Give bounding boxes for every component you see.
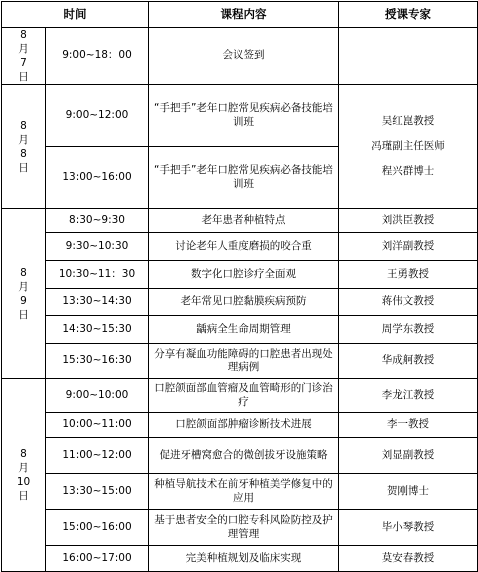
header-expert: 授课专家 <box>339 2 478 28</box>
expert-cell <box>339 28 478 85</box>
expert-cell: 李龙江教授 <box>339 379 478 413</box>
table-row <box>2 546 478 572</box>
content-cell: “手把手”老年口腔常见疾病必备技能培训班 <box>149 85 339 147</box>
expert-cell: 毕小琴教授 <box>339 510 478 546</box>
table-row <box>2 379 478 413</box>
expert-cell: 王勇教授 <box>339 261 478 289</box>
table-row <box>2 85 478 147</box>
time-cell: 10:00~11:00 <box>46 413 149 438</box>
expert-name: 冯瑾副主任医师 <box>371 139 445 152</box>
time-cell: 9:30~10:30 <box>46 233 149 261</box>
header-row <box>2 2 478 28</box>
date-cell: 8 月 9 日 <box>2 209 46 379</box>
expert-cell: 李一教授 <box>339 413 478 438</box>
schedule-table <box>1 1 478 572</box>
expert-name: 程兴群博士 <box>381 165 435 178</box>
content-cell: 老年患者种植特点 <box>149 209 339 233</box>
time-cell: 13:30~15:00 <box>46 474 149 510</box>
date-cell: 8 月 8 日 <box>2 85 46 209</box>
time-cell: 13:00~16:00 <box>46 147 149 209</box>
expert-cell: 周学东教授 <box>339 316 478 344</box>
content-cell: 数字化口腔诊疗全面观 <box>149 261 339 289</box>
content-cell: “手把手”老年口腔常见疾病必备技能培训班 <box>149 147 339 209</box>
table-row <box>2 474 478 510</box>
content-cell: 口腔颌面部肿瘤诊断技术进展 <box>149 413 339 438</box>
time-cell: 9:00~18：00 <box>46 28 149 85</box>
expert-cell <box>339 85 478 209</box>
time-cell: 15:00~16:00 <box>46 510 149 546</box>
content-cell: 种植导航技术在前牙种植美学修复中的应用 <box>149 474 339 510</box>
table-row <box>2 510 478 546</box>
table-row <box>2 28 478 85</box>
content-cell: 促进牙槽窝愈合的微创拔牙设施策略 <box>149 438 339 474</box>
expert-cell: 莫安春教授 <box>339 546 478 572</box>
table-row <box>2 233 478 261</box>
expert-cell: 华成舸教授 <box>339 344 478 379</box>
time-cell: 9:00~12:00 <box>46 85 149 147</box>
expert-cell: 刘洪臣教授 <box>339 209 478 233</box>
table-row <box>2 344 478 379</box>
date-cell: 8 月 10 日 <box>2 379 46 572</box>
date-cell: 8 月 7 日 <box>2 28 46 85</box>
content-cell: 龋病全生命周期管理 <box>149 316 339 344</box>
expert-cell: 刘洋副教授 <box>339 233 478 261</box>
content-cell: 分享有凝血功能障碍的口腔患者出现处理病例 <box>149 344 339 379</box>
table-row <box>2 316 478 344</box>
table-row <box>2 289 478 316</box>
time-cell: 8:30~9:30 <box>46 209 149 233</box>
time-cell: 11:00~12:00 <box>46 438 149 474</box>
time-cell: 16:00~17:00 <box>46 546 149 572</box>
time-cell: 15:30~16:30 <box>46 344 149 379</box>
header-content: 课程内容 <box>149 2 339 28</box>
header-time: 时间 <box>2 2 149 28</box>
expert-name: 吴红崑教授 <box>381 114 435 127</box>
time-cell: 13:30~14:30 <box>46 289 149 316</box>
expert-cell: 蒋伟文教授 <box>339 289 478 316</box>
content-cell: 会议签到 <box>149 28 339 85</box>
table-row <box>2 413 478 438</box>
table-row <box>2 438 478 474</box>
expert-cell: 刘显副教授 <box>339 438 478 474</box>
time-cell: 14:30~15:30 <box>46 316 149 344</box>
table-row <box>2 209 478 233</box>
content-cell: 基于患者安全的口腔专科风险防控及护理管理 <box>149 510 339 546</box>
content-cell: 讨论老年人重度磨损的咬合重 <box>149 233 339 261</box>
content-cell: 完美种植规划及临床实现 <box>149 546 339 572</box>
table-row <box>2 261 478 289</box>
time-cell: 9:00~10:00 <box>46 379 149 413</box>
content-cell: 口腔颌面部血管瘤及血管畸形的门诊治疗 <box>149 379 339 413</box>
time-cell: 10:30~11：30 <box>46 261 149 289</box>
content-cell: 老年常见口腔黏膜疾病预防 <box>149 289 339 316</box>
expert-cell: 贺刚博士 <box>339 474 478 510</box>
